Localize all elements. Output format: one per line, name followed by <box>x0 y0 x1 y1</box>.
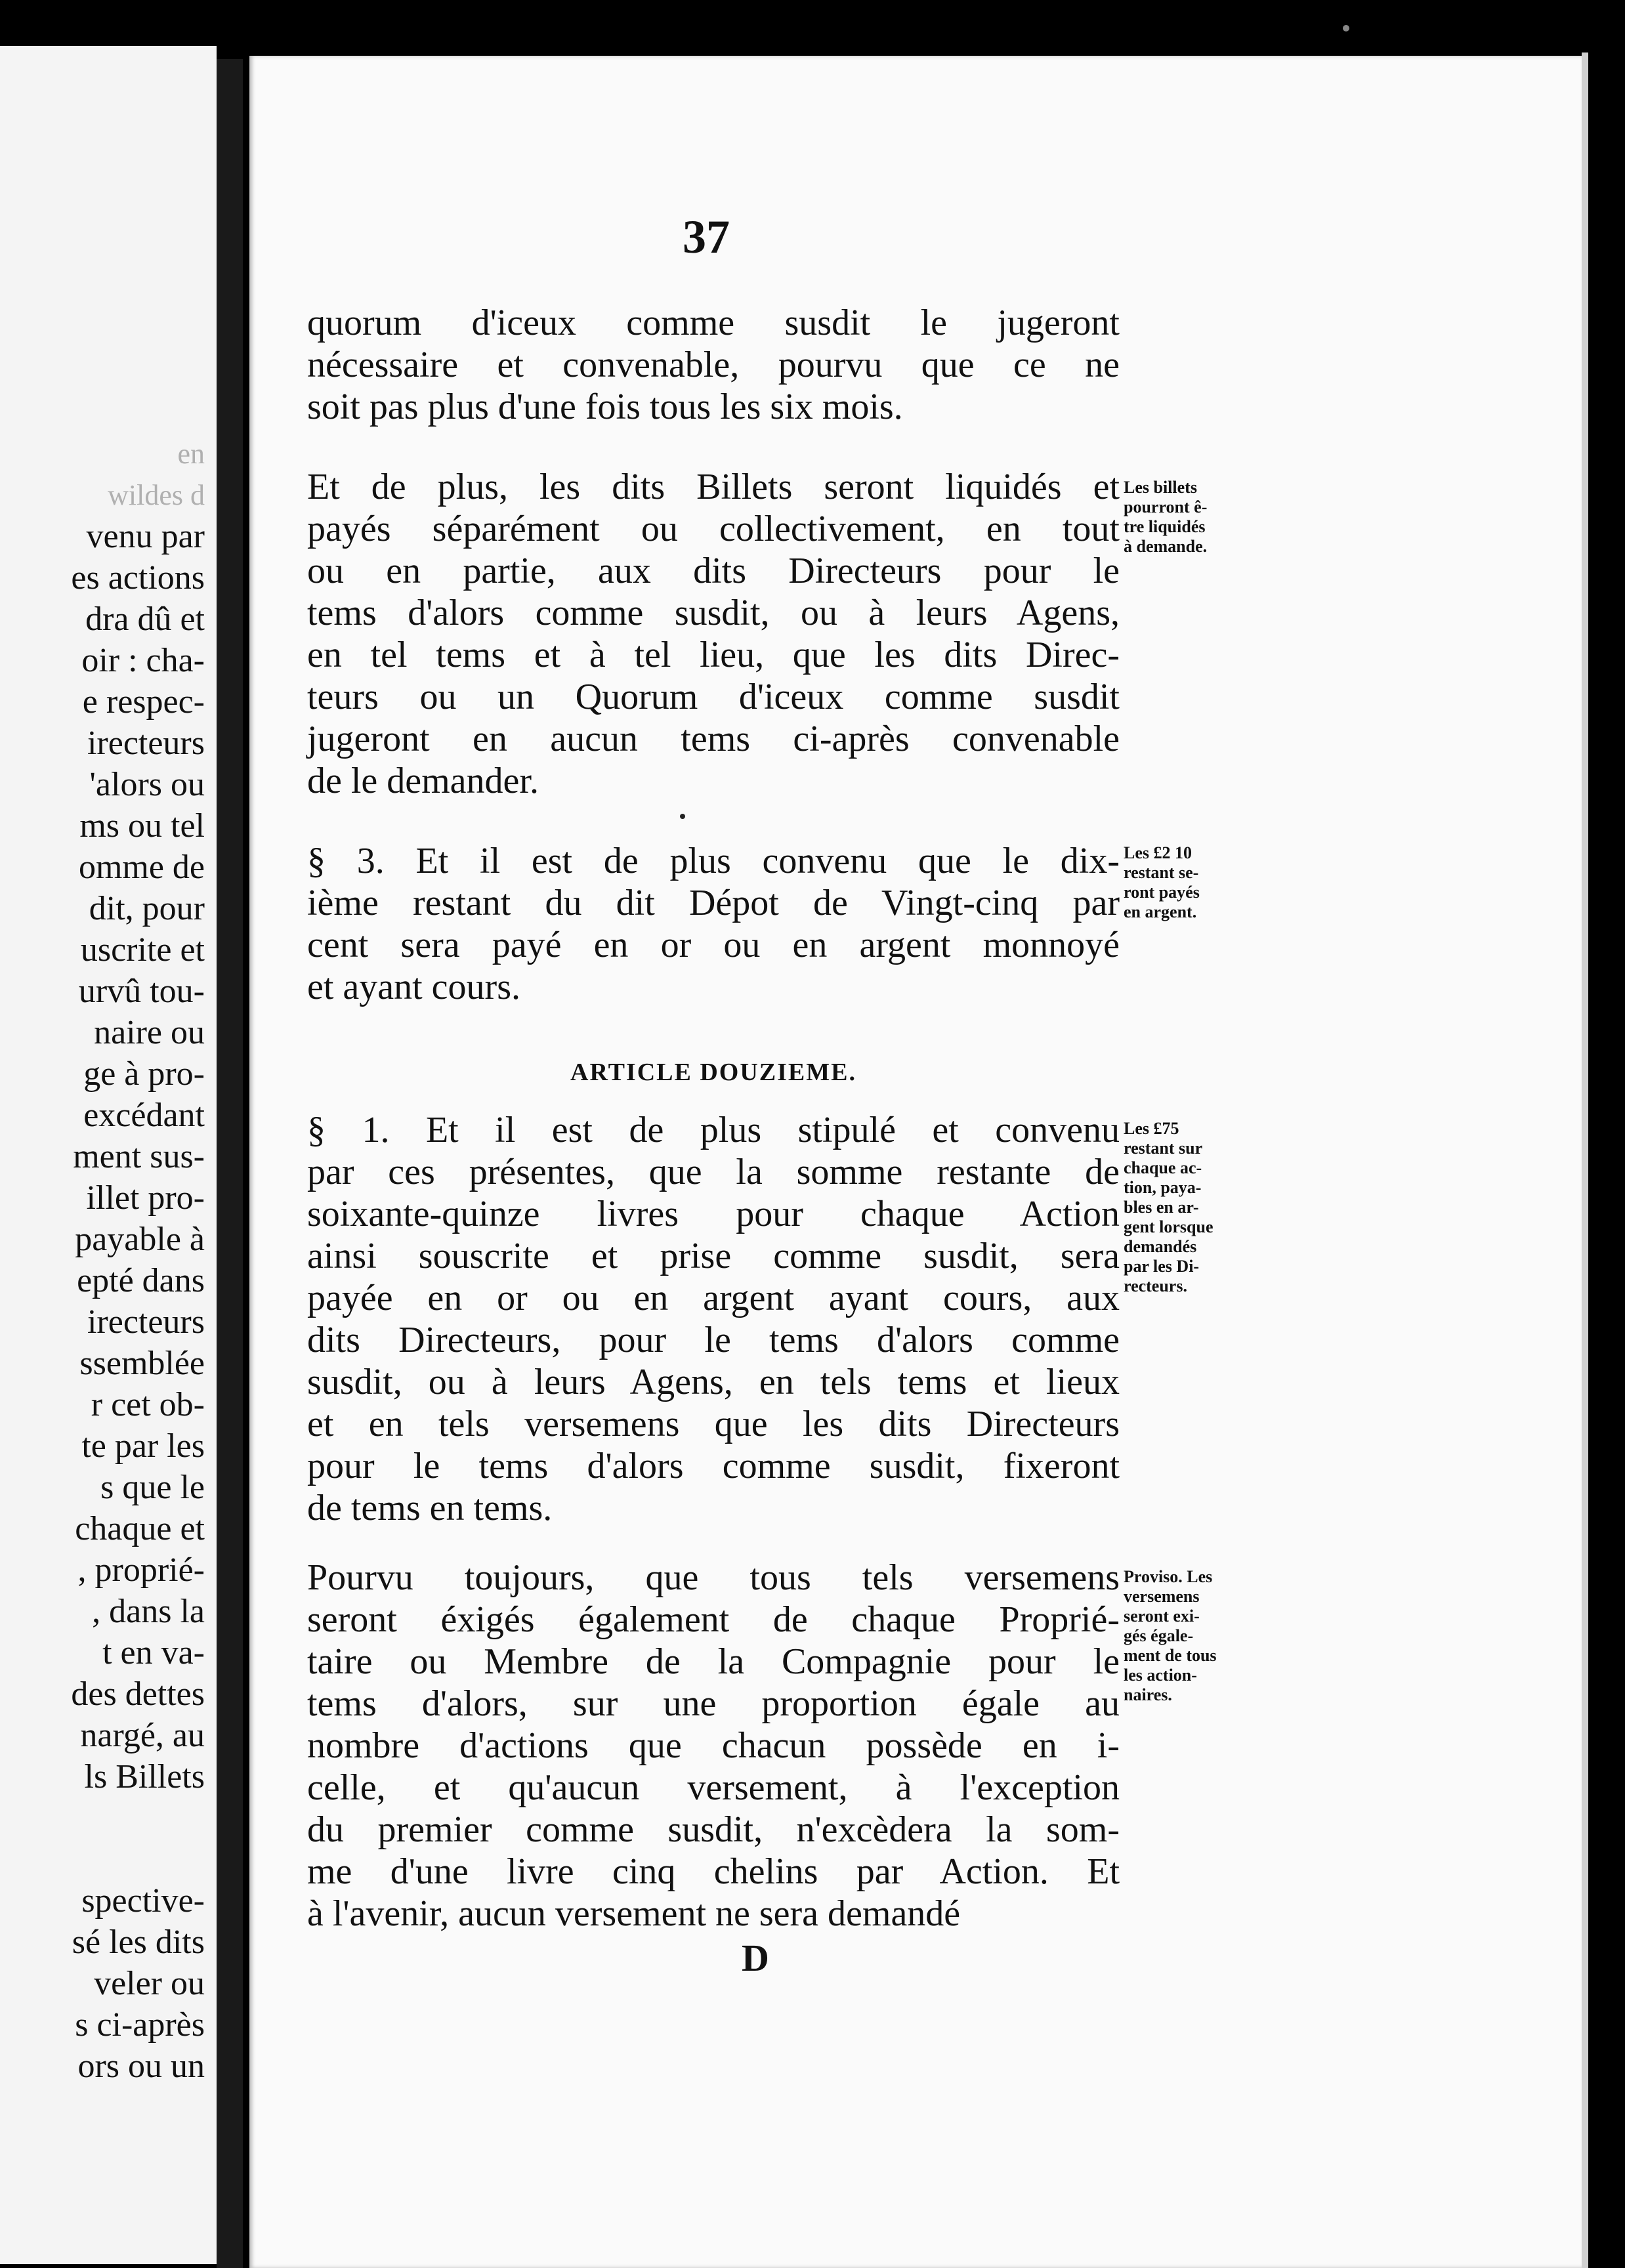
book-gutter <box>217 59 243 2268</box>
text-line: cent sera payé en or ou en argent monnoyé <box>307 925 1120 965</box>
margin-note-line: Les £75 <box>1124 1119 1179 1138</box>
left-page-text <box>71 433 205 2087</box>
margin-note-line: par les Di- <box>1124 1257 1200 1276</box>
left-page <box>0 46 217 2264</box>
left-page-line: en <box>177 438 205 470</box>
left-page-line: e respec- <box>82 683 205 721</box>
signature-mark: D <box>742 1937 769 1979</box>
left-page-line: uscrite et <box>80 931 205 969</box>
text-line: soixante-quinze livres pour chaque Action <box>307 1194 1120 1234</box>
text-line: soit pas plus d'une fois tous les six mois. <box>307 387 903 427</box>
margin-note-line: tion, paya- <box>1124 1178 1202 1197</box>
text-line: en tel tems et à tel lieu, que les dits Direc- <box>307 635 1120 675</box>
left-page-line <box>71 1839 205 1880</box>
text-line: teurs ou un Quorum d'iceux comme susdit <box>307 677 1120 717</box>
margin-note-line: les action- <box>1124 1666 1197 1685</box>
left-page-line: t en va- <box>102 1634 205 1671</box>
paragraph-3 <box>307 840 1120 1008</box>
left-page-line: s que le <box>100 1469 205 1506</box>
margin-note-line: chaque ac- <box>1124 1158 1202 1177</box>
text-line: seront éxigés également de chaque Proprié- <box>307 1599 1120 1640</box>
left-page-line: excédant <box>83 1097 205 1134</box>
text-line: § 3. Et il est de plus convenu que le dix- <box>307 841 1120 881</box>
margin-note-proviso <box>1124 1567 1273 1705</box>
text-line: du premier comme susdit, n'excèdera la som- <box>307 1809 1120 1850</box>
left-page-line: venu par <box>86 518 205 555</box>
text-line: § 1. Et il est de plus stipulé et convenu <box>307 1110 1120 1150</box>
text-line: ainsi souscrite et prise comme susdit, sera <box>307 1236 1120 1276</box>
paragraph-5 <box>307 1557 1120 1935</box>
left-page-line <box>71 1797 205 1839</box>
left-page-line: payable à <box>75 1221 205 1258</box>
margin-note-line: Les billets <box>1124 478 1197 497</box>
left-page-line: r cet ob- <box>91 1386 205 1423</box>
paper-speck <box>1343 25 1349 32</box>
margin-note-line: en argent. <box>1124 902 1197 921</box>
left-page-line: ls Billets <box>84 1758 205 1796</box>
margin-note-line: Les £2 10 <box>1124 843 1192 862</box>
margin-note-line: demandés <box>1124 1237 1197 1256</box>
margin-note-line: pourront ê- <box>1124 497 1208 516</box>
left-page-line: irecteurs <box>87 724 205 762</box>
left-page-line: sé les dits <box>72 1923 205 1961</box>
margin-note-line: naires. <box>1124 1685 1172 1704</box>
left-page-line: naire ou <box>94 1014 205 1051</box>
left-page-line: te par les <box>81 1427 205 1465</box>
margin-note-line: restant sur <box>1124 1139 1203 1158</box>
margin-note-billets <box>1124 478 1273 556</box>
left-page-line: spective- <box>81 1882 205 1920</box>
left-page-line: , proprié- <box>77 1551 205 1589</box>
margin-note-line: restant se- <box>1124 863 1199 882</box>
margin-note-line: Proviso. Les <box>1124 1567 1213 1586</box>
text-line: Et de plus, les dits Billets seront liquidés et <box>307 467 1120 507</box>
text-line: taire ou Membre de la Compagnie pour le <box>307 1641 1120 1682</box>
text-line: payée en or ou en argent ayant cours, aux <box>307 1278 1120 1318</box>
left-page-line: wildes d <box>108 479 205 511</box>
paragraph-2 <box>307 466 1120 802</box>
text-line: dits Directeurs, pour le tems d'alors comme <box>307 1320 1120 1360</box>
left-page-line: epté dans <box>77 1262 205 1299</box>
page-edge <box>1582 52 1588 2268</box>
left-page-line: ms ou tel <box>79 807 205 845</box>
left-page-line: ge à pro- <box>83 1055 205 1093</box>
left-page-line: illet pro- <box>86 1179 205 1217</box>
text-line: tems d'alors, sur une proportion égale au <box>307 1683 1120 1724</box>
margin-note-line: bles en ar- <box>1124 1198 1199 1217</box>
margin-note-line: recteurs. <box>1124 1276 1187 1295</box>
text-line: celle, et qu'aucun versement, à l'exception <box>307 1767 1120 1808</box>
text-line: et ayant cours. <box>307 967 520 1007</box>
left-page-line: , dans la <box>92 1593 205 1630</box>
text-line: par ces présentes, que la somme restante de <box>307 1152 1120 1192</box>
left-page-line: dra dû et <box>85 600 205 638</box>
left-page-line: es actions <box>71 559 205 597</box>
margin-note-line: gent lorsque <box>1124 1217 1213 1236</box>
left-page-line: nargé, au <box>80 1717 205 1754</box>
left-page-line: irecteurs <box>87 1303 205 1341</box>
left-page-line: dit, pour <box>89 890 205 927</box>
text-line: ou en partie, aux dits Directeurs pour le <box>307 551 1120 591</box>
left-page-line: oir : cha- <box>81 642 205 679</box>
text-line: et en tels versemens que les dits Directeurs <box>307 1404 1120 1444</box>
text-line: ième restant du dit Dépot de Vingt-cinq par <box>307 883 1120 923</box>
margin-note-line: ment de tous <box>1124 1646 1217 1665</box>
stray-mark <box>680 814 685 819</box>
text-line: tems d'alors comme susdit, ou à leurs Agens, <box>307 593 1120 633</box>
paragraph-1 <box>307 302 1120 428</box>
margin-note-line: seront exi- <box>1124 1606 1200 1626</box>
left-page-line: chaque et <box>75 1510 205 1547</box>
text-line: me d'une livre cinq chelins par Action. Et <box>307 1851 1120 1892</box>
page-number: 37 <box>683 211 730 263</box>
left-page-line: omme de <box>78 849 205 886</box>
text-line: pour le tems d'alors comme susdit, fixeront <box>307 1446 1120 1486</box>
left-page-line: s ci-après <box>75 2006 205 2044</box>
article-heading: ARTICLE DOUZIEME. <box>570 1059 856 1086</box>
left-page-line: ssemblée <box>79 1345 205 1382</box>
text-line: Pourvu toujours, que tous tels versemens <box>307 1557 1120 1598</box>
margin-note-line: versemens <box>1124 1587 1200 1606</box>
left-page-line: urvû tou- <box>78 973 205 1010</box>
left-page-line: des dettes <box>71 1675 205 1713</box>
left-page-line: ment sus- <box>73 1138 205 1175</box>
text-line: nécessaire et convenable, pourvu que ce ne <box>307 345 1120 385</box>
text-line: à l'avenir, aucun versement ne sera demandé <box>307 1893 961 1934</box>
margin-note-line: tre liquidés <box>1124 517 1206 536</box>
left-page-line: veler ou <box>94 1965 205 2002</box>
text-line: susdit, ou à leurs Agens, en tels tems et lieux <box>307 1362 1120 1402</box>
margin-note-line: gés égale- <box>1124 1626 1194 1645</box>
text-line: quorum d'iceux comme susdit le jugeront <box>307 303 1120 343</box>
margin-note-argent <box>1124 843 1273 922</box>
margin-note-line: à demande. <box>1124 537 1208 556</box>
text-line: de tems en tems. <box>307 1488 553 1528</box>
margin-note-75 <box>1124 1119 1273 1296</box>
text-line: de le demander. <box>307 761 539 801</box>
left-page-line: 'alors ou <box>89 766 205 803</box>
left-page-line: ors ou un <box>77 2048 205 2085</box>
text-line: nombre d'actions que chacun possède en i- <box>307 1725 1120 1766</box>
text-line: jugeront en aucun tems ci-après convenable <box>307 719 1120 759</box>
paragraph-4 <box>307 1109 1120 1529</box>
text-line: payés séparément ou collectivement, en tout <box>307 509 1120 549</box>
margin-note-line: ront payés <box>1124 883 1200 902</box>
